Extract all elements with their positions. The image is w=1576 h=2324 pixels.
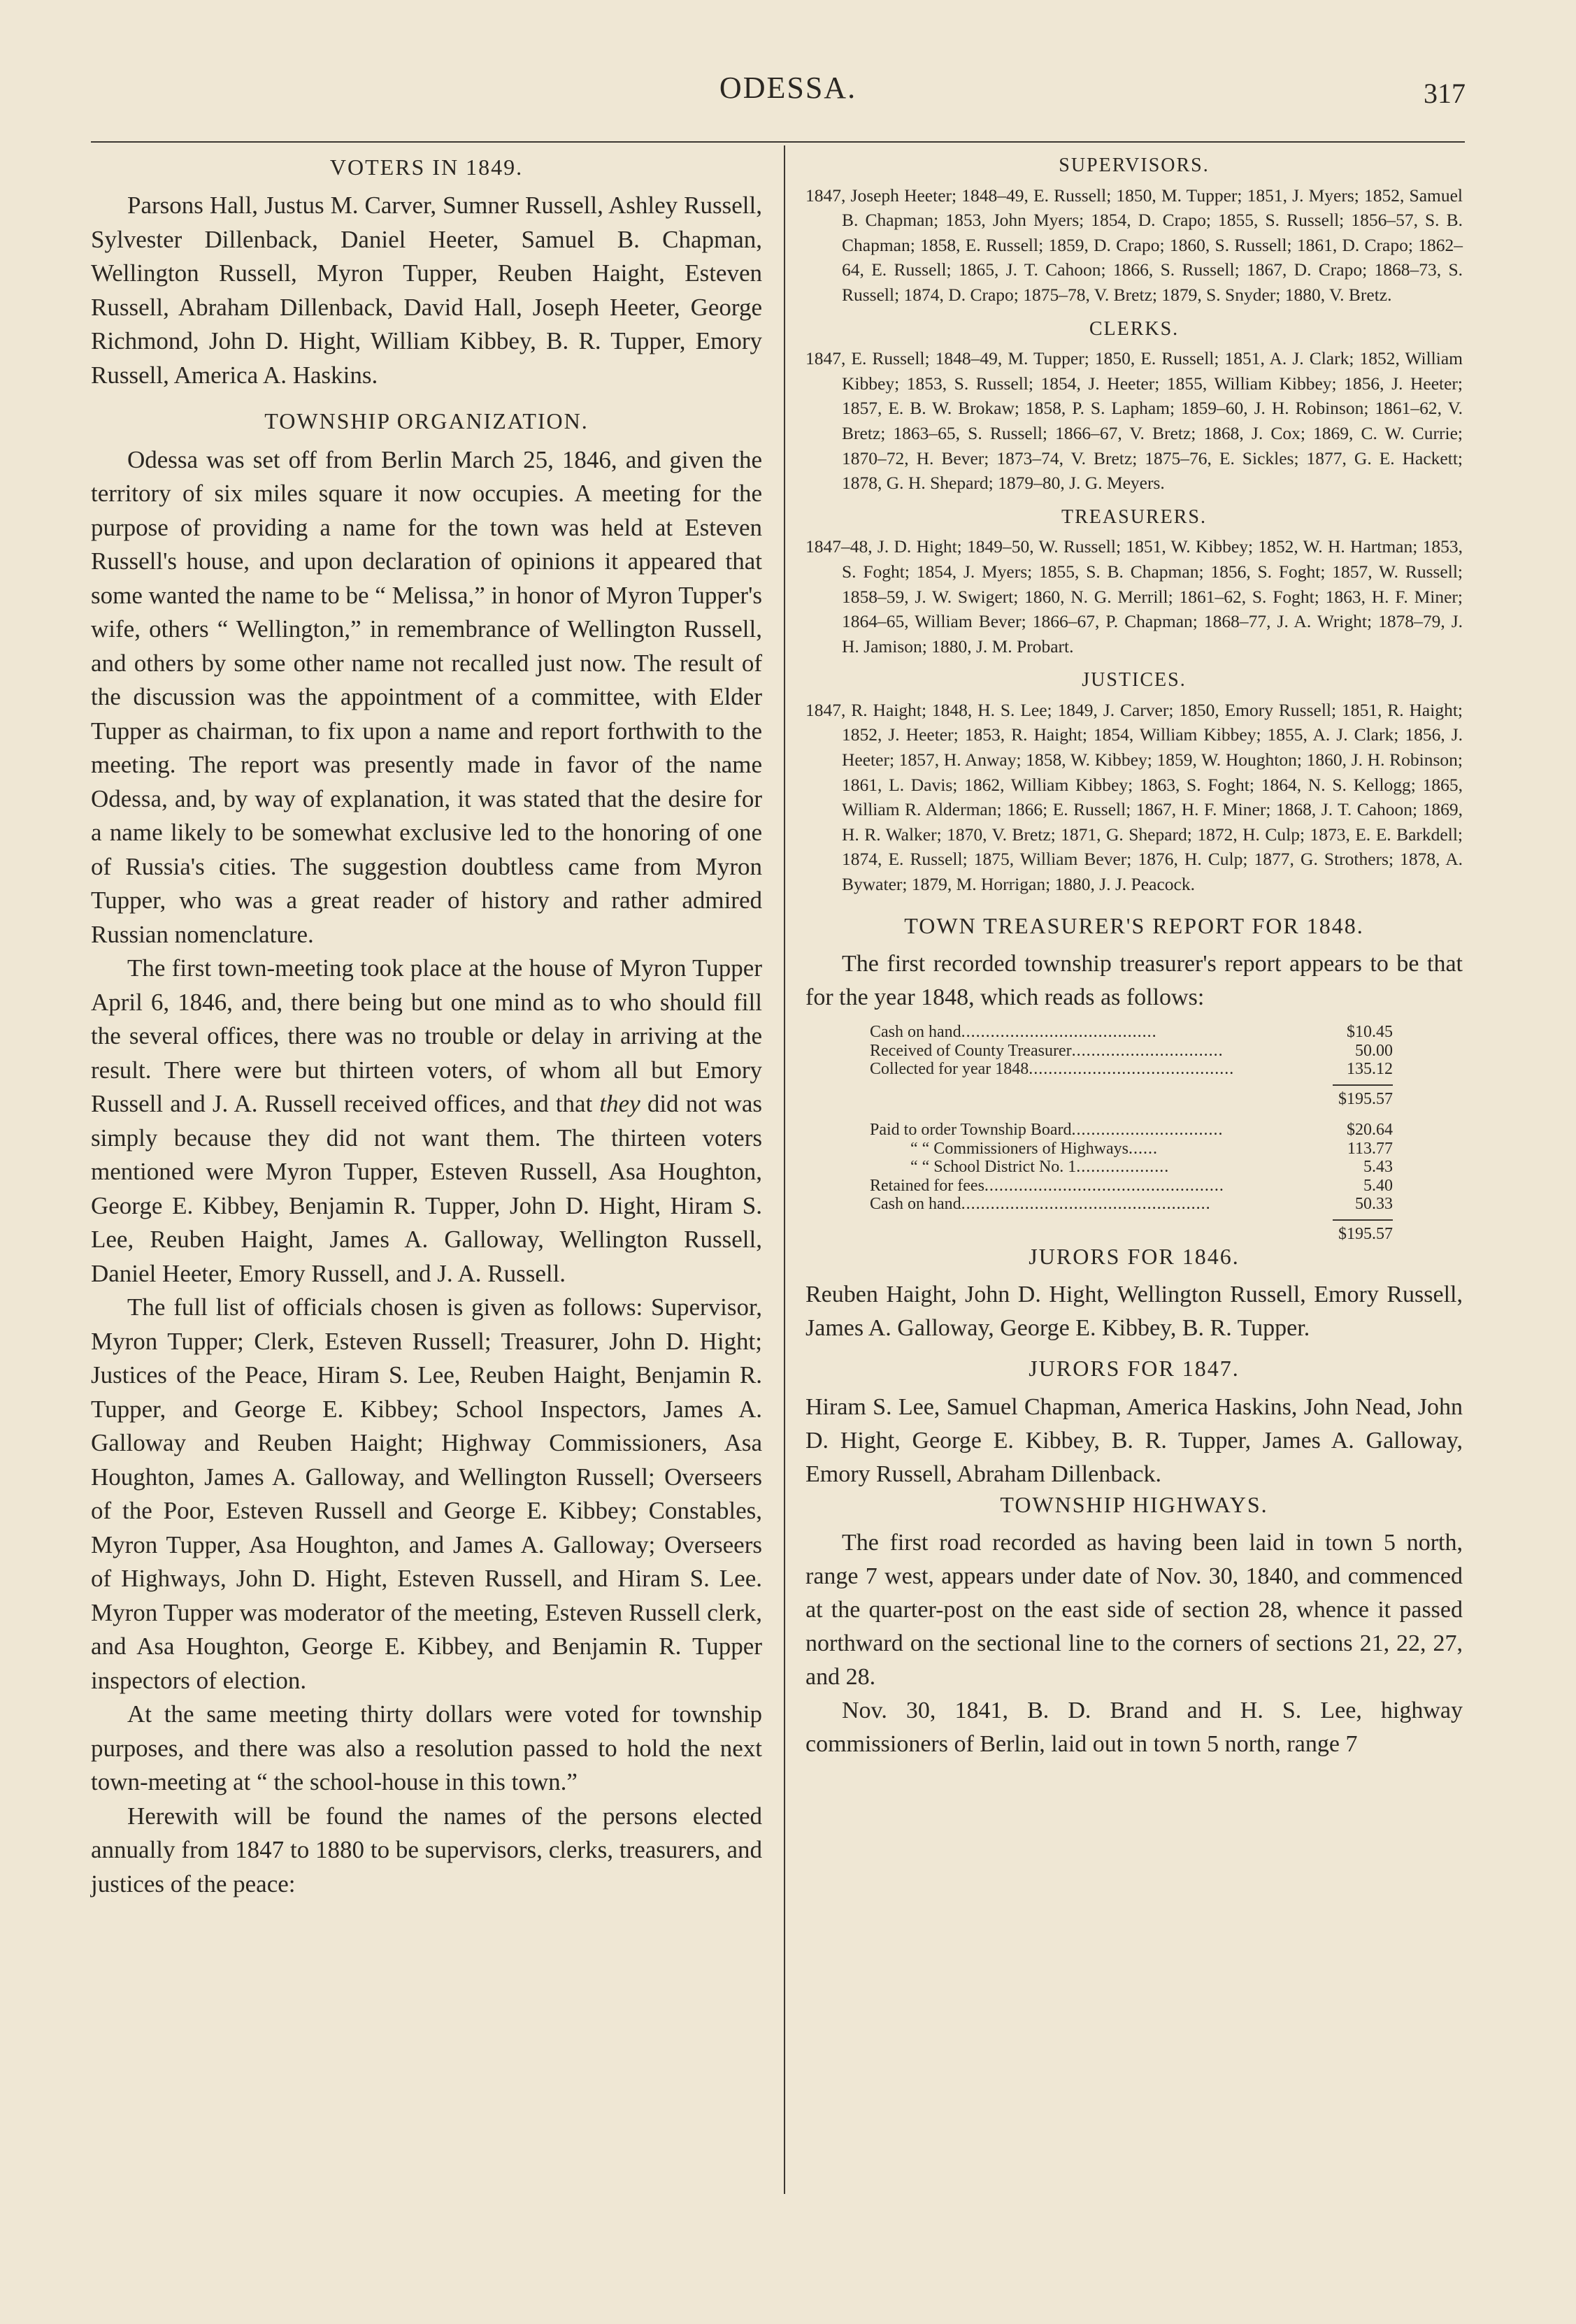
column-divider [784, 145, 785, 2194]
jurors-1847-heading: JURORS FOR 1847. [1029, 1356, 1240, 1382]
justices-list: 1847, R. Haight; 1848, H. S. Lee; 1849, J. Carver; 1850, Emory Russell; 1851, R. Haight; 1852, J. Heeter; 1853, R. Haight; 1854, William Kibbey; 1855, A. J. Clark; 1856, J. Heeter; 1857, H. Anway; 1858, W. Kibbey; 1859, W. Houghton; 1860, J. H. Robinson; 1861, L. Davis; 1862, William Kibbey; 1863, S. Foght; 1864, N. S. Kellogg; 1865, William R. Alderman; 1866; E. Russell; 1867, H. F. Miner; 1868, J. T. Cahoon; 1869, H. R. Walker; 1870, V. Bretz; 1871, G. Shepard; 1872, H. Culp; 1873, E. E. Barkdell; 1874, E. Russell; 1875, William Bever; 1876, H. Culp; 1877, G. Strothers; 1878, A. Bywater; 1879, M. Horrigan; 1880, J. J. Peacock. [805, 699, 1463, 895]
report-label: Received of County Treasurer [870, 1041, 1072, 1060]
report-leader: ............................... [1071, 1041, 1224, 1060]
supervisors-list: 1847, Joseph Heeter; 1848–49, E. Russell; 1850, M. Tupper; 1851, J. Myers; 1852, Samuel B. Chapman; 1853, John Myers; 1854, D. Crapo; 1855, S. Russell; 1856–57, S. B. Chapman; 1858, E. Russell; 1859, D. Crapo; 1860, S. Russell; 1861, D. Crapo; 1862–64, E. Russell; 1865, J. T. Cahoon; 1866, S. Russell; 1867, D. Crapo; 1868–73, S. Russell; 1874, D. Crapo; 1875–78, V. Bretz; 1879, S. Snyder; 1880, V. Bretz. [805, 185, 1463, 305]
report-row [805, 1023, 1463, 1042]
organization-paragraph-5: Herewith will be found the names of the persons elected annually from 1847 to 1880 to be supervisors, clerks, treasurers, and justices of the peace: [91, 1802, 762, 1898]
voters-heading: VOTERS IN 1849. [329, 155, 524, 180]
report-label: “ “ School District No. 1 [910, 1158, 1077, 1177]
treasurer-report-heading: TOWN TREASURER'S REPORT FOR 1848. [904, 912, 1364, 938]
report-payments-total [805, 1225, 1463, 1244]
report-total-rule [805, 1214, 1463, 1225]
report-label: Retained for fees [870, 1176, 984, 1195]
treasurers-list: 1847–48, J. D. Hight; 1849–50, W. Russell; 1851, W. Kibbey; 1852, W. H. Hartman; 1853, S. Foght; 1854, J. Myers; 1855, S. B. Chapman; 1856, S. Foght; 1857, W. Russell; 1858–59, J. W. Swigert; 1860, N. G. Merrill; 1861–62, S. Foght; 1863, H. F. Miner; 1864–65, William Bever; 1866–67, P. Chapman; 1868–77, J. A. Wright; 1878–79, J. H. Jamison; 1880, J. M. Probart. [805, 536, 1463, 657]
report-leader: ............................... [1071, 1121, 1224, 1140]
highways-paragraph-2: Nov. 30, 1841, B. D. Brand and H. S. Lee, highway commissioners of Berlin, laid out in town 5 north, range 7 [805, 1698, 1463, 1758]
report-label: “ “ Commissioners of Highways [910, 1139, 1129, 1158]
report-amount: 50.00 [1355, 1041, 1393, 1060]
report-label: Cash on hand [870, 1195, 961, 1214]
jurors-1847-list: Hiram S. Lee, Samuel Chapman, America Haskins, John Nead, John D. Hight, George E. Kibbey, B. R. Tupper, James A. Galloway, Emory Russell, Abraham Dillenback. [805, 1393, 1463, 1487]
report-total-rule [805, 1079, 1463, 1090]
supervisors-heading: SUPERVISORS. [1059, 155, 1210, 176]
organization-heading: TOWNSHIP ORGANIZATION. [264, 408, 589, 434]
report-leader: ...... [1128, 1139, 1158, 1158]
report-row [805, 1177, 1463, 1196]
emphasis-they: they [599, 1090, 640, 1118]
treasurer-report-table [805, 1023, 1463, 1243]
report-total-amount: $195.57 [1338, 1089, 1393, 1108]
report-leader: ........................................ [961, 1023, 1157, 1042]
report-amount: 5.43 [1363, 1158, 1393, 1177]
organization-paragraph-3: The full list of officials chosen is given as follows: Supervisor, Myron Tupper; Clerk, Esteven Russell; Treasurer, John D. Hight; Justices of the Peace, Hiram S. Lee, Reuben Haight, Benjamin R. Tupper, and George E. Kibbey; School Inspectors, James A. Galloway and Reuben Haight; Highway Commissioners, Asa Houghton, James A. Galloway, and Wellington Russell; Overseers of the Poor, Esteven Russell and George E. Kibbey; Constables, Myron Tupper, Asa Houghton, and James A. Galloway; Overseers of Highways, John D. Hight, Esteven Russell, and Hiram S. Lee. Myron Tupper was moderator of the meeting, Esteven Russell clerk, and Asa Houghton, George E. Kibbey, and Benjamin R. Tupper inspectors of election. [91, 1293, 762, 1694]
report-leader: ................... [1076, 1158, 1170, 1177]
report-total-amount: $195.57 [1338, 1224, 1393, 1243]
organization-paragraph-1: Odessa was set off from Berlin March 25, 1846, and given the territory of six miles square it now occupies. A meeting for the purpose of providing a name for the town was held at Esteven Russell's house, and upon declaration of opinions it appeared that some wanted the name to be “ Melissa,” in honor of Myron Tupper's wife, others “ Wellington,” in remembrance of Wellington Russell, and others by some other name not recalled just now. The result of the discussion was the appointment of a committee, with Elder Tupper as chairman, to fix upon a name and report forthwith to the meeting. The report was presently made in favor of the name Odessa, and, by way of explanation, it was stated that the desire for a name likely to be somewhat exclusive led to the honoring of one of Russia's cities. The suggestion doubtless came from Myron Tupper, who was a great reader of history and rather admired Russian nomenclature. [91, 445, 762, 948]
report-amount: 135.12 [1347, 1060, 1393, 1079]
report-amount: $20.64 [1347, 1121, 1393, 1140]
report-label: Paid to order Township Board [870, 1121, 1072, 1140]
report-amount: $10.45 [1347, 1023, 1393, 1042]
report-amount: 50.33 [1355, 1195, 1393, 1214]
report-leader: .......................................... [1029, 1060, 1235, 1079]
report-leader: ................................................... [961, 1195, 1211, 1214]
report-receipts-total [805, 1090, 1463, 1109]
highways-paragraph-1: The first road recorded as having been laid in town 5 north, range 7 west, appears under date of Nov. 30, 1840, and commenced at the quarter-post on the east side of section 28, whence it passed northward on the sectional line to the corners of sections 21, 22, 27, and 28. [805, 1530, 1463, 1691]
report-label: Collected for year 1848 [870, 1060, 1029, 1079]
report-row [805, 1121, 1463, 1140]
left-column [91, 154, 762, 1901]
report-amount: 5.40 [1363, 1176, 1393, 1195]
treasurers-heading: TREASURERS. [1061, 505, 1207, 528]
report-row [805, 1060, 1463, 1079]
organization-paragraph-2 [91, 952, 762, 1291]
organization-paragraph-2-end: did not was simply because they did not want them. The thirteen voters mentioned were Myron Tupper, Esteven Russell, Asa Houghton, George E. Kibbey, Benjamin R. Tupper, John D. Hight, Hiram S. Lee, Reuben Haight, James A. Galloway, Wellington Russell, Daniel Heeter, Emory Russell, and J. A. Russell. [91, 1090, 763, 1287]
report-row [805, 1158, 1463, 1177]
organization-paragraph-2-start: The first town-meeting took place at the house of Myron Tupper April 6, 1846, and, there being but one mind as to who should fill the several offices, there was no trouble or delay in arriving at the result. There were but thirteen voters, of whom all but Emory Russell and J. A. Russell received offices, and that [91, 954, 762, 1118]
right-column [805, 154, 1463, 1761]
page-header [0, 70, 1576, 112]
page-number: 317 [1424, 78, 1466, 109]
organization-paragraph-4: At the same meeting thirty dollars were voted for township purposes, and there was also a resolution passed to hold the next town-meeting at “ the school-house in this town.” [91, 1700, 762, 1796]
report-row [805, 1140, 1463, 1159]
justices-heading: JUSTICES. [1082, 669, 1187, 691]
header-rule [91, 141, 1465, 143]
running-title: ODESSA. [719, 71, 857, 105]
report-label: Cash on hand [870, 1023, 961, 1042]
voters-paragraph: Parsons Hall, Justus M. Carver, Sumner Russell, Ashley Russell, Sylvester Dillenback, Daniel Heeter, Samuel B. Chapman, Wellington Russell, Myron Tupper, Reuben Haight, Esteven Russell, Abraham Dillenback, David Hall, Joseph Heeter, George Richmond, John D. Hight, William Kibbey, B. R. Tupper, Emory Russell, America A. Haskins. [91, 192, 762, 389]
report-amount: 113.77 [1347, 1139, 1393, 1158]
treasurer-report-intro: The first recorded township treasurer's report appears to be that for the year 1848, which reads as follows: [805, 951, 1463, 1011]
report-row [805, 1042, 1463, 1061]
jurors-1846-heading: JURORS FOR 1846. [1029, 1244, 1240, 1270]
clerks-heading: CLERKS. [1089, 317, 1180, 340]
report-row [805, 1195, 1463, 1214]
highways-heading: TOWNSHIP HIGHWAYS. [1000, 1491, 1268, 1517]
report-leader: ................................................. [984, 1176, 1224, 1195]
jurors-1846-list: Reuben Haight, John D. Hight, Wellington Russell, Emory Russell, James A. Galloway, George E. Kibbey, B. R. Tupper. [805, 1282, 1463, 1342]
clerks-list: 1847, E. Russell; 1848–49, M. Tupper; 1850, E. Russell; 1851, A. J. Clark; 1852, William Kibbey; 1853, S. Russell; 1854, J. Heeter; 1855, William Kibbey; 1856, J. Heeter; 1857, E. B. W. Brokaw; 1858, P. S. Lapham; 1859–60, J. H. Robinson; 1861–62, V. Bretz; 1863–65, S. Russell; 1866–67, V. Bretz; 1868, J. Cox; 1869, C. W. Currie; 1870–72, H. Bever; 1873–74, V. Bretz; 1875–76, E. Sickles; 1877, G. E. Hackett; 1878, G. H. Shepard; 1879–80, J. G. Meyers. [805, 348, 1463, 494]
